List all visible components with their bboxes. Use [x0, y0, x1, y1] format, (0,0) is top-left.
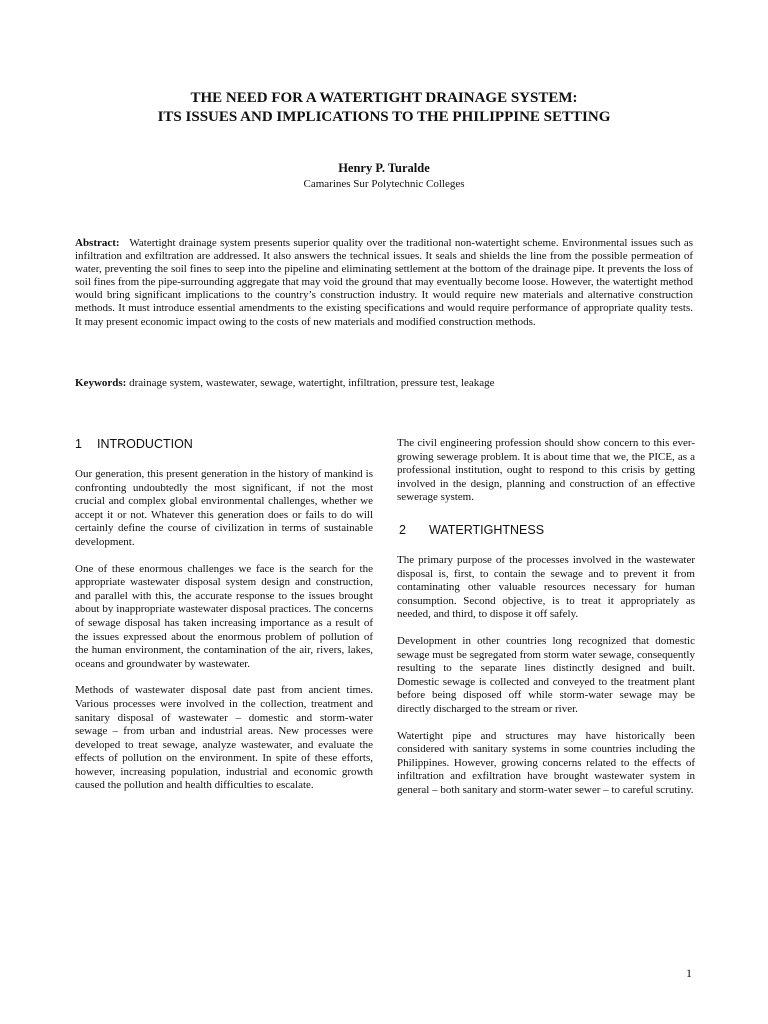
abstract-label: Abstract: — [75, 237, 120, 249]
paragraph: Watertight pipe and structures may have historically been considered with sanitary systems in some countries including the Philippines. However, growing concerns related to the effects of infiltration and exfiltration have brought wastewater system in general – both sanitary and storm-water sewer – to careful scrutiny. — [397, 729, 695, 796]
section-number: 2 — [399, 522, 406, 537]
left-column — [75, 437, 373, 806]
keywords — [75, 377, 693, 390]
paper-title — [60, 89, 708, 127]
author-name: Henry P. Turalde — [338, 161, 430, 175]
page-number: 1 — [686, 966, 692, 980]
section-title: INTRODUCTION — [97, 437, 193, 451]
section-heading-introduction — [75, 437, 373, 452]
paragraph: Our generation, this present generation in the history of mankind is confronting undoubtedly the most significant, if not the most crucial and complex global environmental challenges, whether we accept it or not. Whatever this generation does or fails to do will certainly define the course of civilization in terms of sustainable development. — [75, 468, 373, 548]
section-number: 1 — [75, 437, 82, 451]
paragraph: One of these enormous challenges we face is the search for the appropriate wastewater disposal system design and construction, and parallel with this, the accurate response to the issues brought about by inappropriate wastewater disposal practices. The concerns of sewage disposal has taken increasing importance as a result of the issues expressed about the enormous problem of pollution of the human environment, the contamination of the air, rivers, lakes, oceans and groundwater by wastewater. — [75, 562, 373, 670]
title-line-2: ITS ISSUES AND IMPLICATIONS TO THE PHILIPPINE SETTING — [157, 109, 611, 125]
paragraph: Development in other countries long recognized that domestic sewage must be segregated from storm water sewage, consequently resulting to the separate lines distinctly designed and built. Domestic sewage is collected and conveyed to the treatment plant before being disposed off while storm-water sewage may be directly discharged to the stream or river. — [397, 634, 695, 715]
paragraph: The civil engineering profession should show concern to this ever-growing sewerage problem. It is about time that we, the PICE, as a professional institution, ought to respond to this crisis by getting involved in the design, planning and construction of an effective sewerage system. — [397, 437, 695, 504]
title-line-1: THE NEED FOR A WATERTIGHT DRAINAGE SYSTEM: — [190, 90, 578, 106]
paragraph: Methods of wastewater disposal date past from ancient times. Various processes were involved in the collection, treatment and sanitary disposal of wastewater – domestic and storm-water sewage – from urban and industrial areas. New processes were developed to treat sewage, analyze wastewater, and evaluate the effects of pollution on the environment. In spite of these efforts, however, increasing population, industrial and economic growth caused the pollution and health difficulties to escalate. — [75, 684, 373, 792]
keywords-text: drainage system, wastewater, sewage, watertight, infiltration, pressure test, leakage — [129, 377, 495, 389]
author-affiliation: Camarines Sur Polytechnic Colleges — [303, 178, 465, 190]
abstract — [75, 237, 693, 329]
section-heading-watertightness — [397, 523, 695, 538]
section-title: WATERTIGHTNESS — [429, 522, 545, 537]
right-column — [397, 437, 695, 810]
paragraph: The primary purpose of the processes involved in the wastewater disposal is, first, to contain the sewage and to prevent it from contaminating other valuable resources necessary for human consumption. Second objective, is to treat it appropriately as needed, and third, to dispose it off safely. — [397, 553, 695, 621]
abstract-text: Watertight drainage system presents superior quality over the traditional non-watertight scheme. Environmental issues such as infiltration and exfiltration are addressed. It also answers the technical issues. It seals and shields the line from the possible permeation of water, preventing the soil fines to seep into the pipeline and eliminating settlement at the bottom of the drainage pipe. It prevents the loss of soil fines from the pipe-surrounding aggregate that may void the ground that may eventually become loose. However, the watertight method would bring significant implications to the country’s construction industry. It would require new materials and alternative construction methods. It must introduce essential amendments to the existing specifications and would require performance of appropriate quality tests. It may present economic impact owing to the costs of new materials and modified construction methods. — [75, 237, 693, 328]
keywords-label: Keywords: — [75, 377, 127, 389]
